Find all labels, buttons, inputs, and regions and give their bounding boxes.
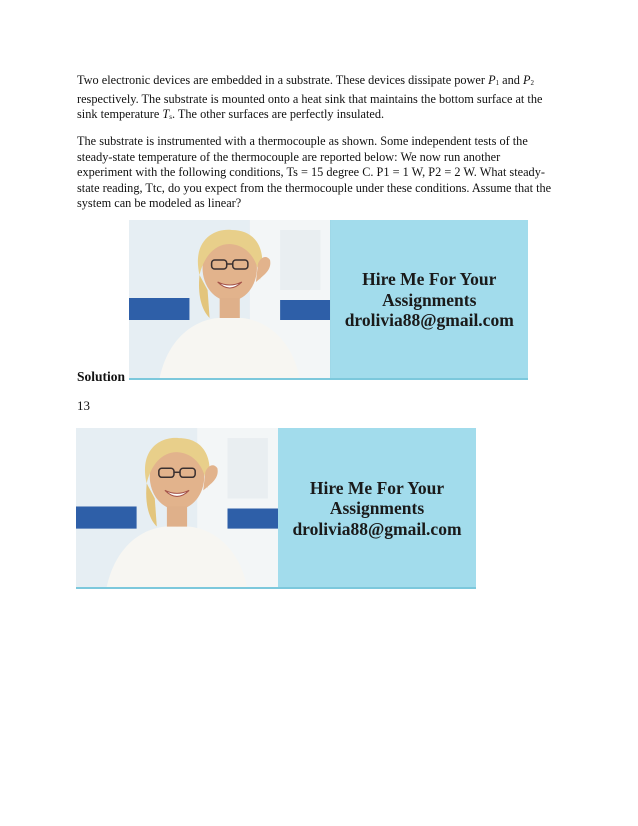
- woman-illustration: [129, 220, 330, 380]
- ad-headline: Hire Me For Your: [362, 269, 497, 290]
- ad-headline: Hire Me For Your: [309, 477, 445, 498]
- problem-paragraph-2: The substrate is instrumented with a thermocouple as shown. Some independent tests of the steady-state temperature of the thermocouple are reported below: We now run another experiment with the following conditions, Ts = 15 degree C. P1 = 1 W, P2 = 2 W. What steady- state reading, Ttc, do you expect from the thermocouple under these conditions. Assume that the system can be modeled as linear?: [77, 134, 552, 210]
- answer-value: 13: [77, 398, 90, 413]
- ad-email[interactable]: drolivia88@gmail.com: [344, 310, 514, 331]
- advertisement-banner[interactable]: [129, 220, 528, 380]
- ad-text-panel: [331, 220, 529, 380]
- ad-subheadline: Assignments: [382, 289, 477, 310]
- banner-divider: [76, 587, 476, 589]
- ad-text-panel: [278, 428, 476, 589]
- ad-subheadline: Assignments: [329, 498, 425, 519]
- problem-paragraph-1: Two electronic devices are embedded in a substrate. These devices dissipate power $P_1$ and $P_2$ respectively. The substrate is mounted onto a heat sink that maintains the bottom surface at the sink temperature $T_s$. The other surfaces are perfectly insulated.: [77, 73, 543, 121]
- woman-photo: [129, 220, 330, 380]
- woman-illustration: [76, 428, 278, 589]
- banner-divider: [129, 378, 528, 380]
- ad-email[interactable]: drolivia88@gmail.com: [292, 518, 462, 539]
- woman-photo: [76, 428, 278, 589]
- solution-heading: Solution: [77, 369, 126, 384]
- advertisement-banner-2[interactable]: [76, 428, 476, 589]
